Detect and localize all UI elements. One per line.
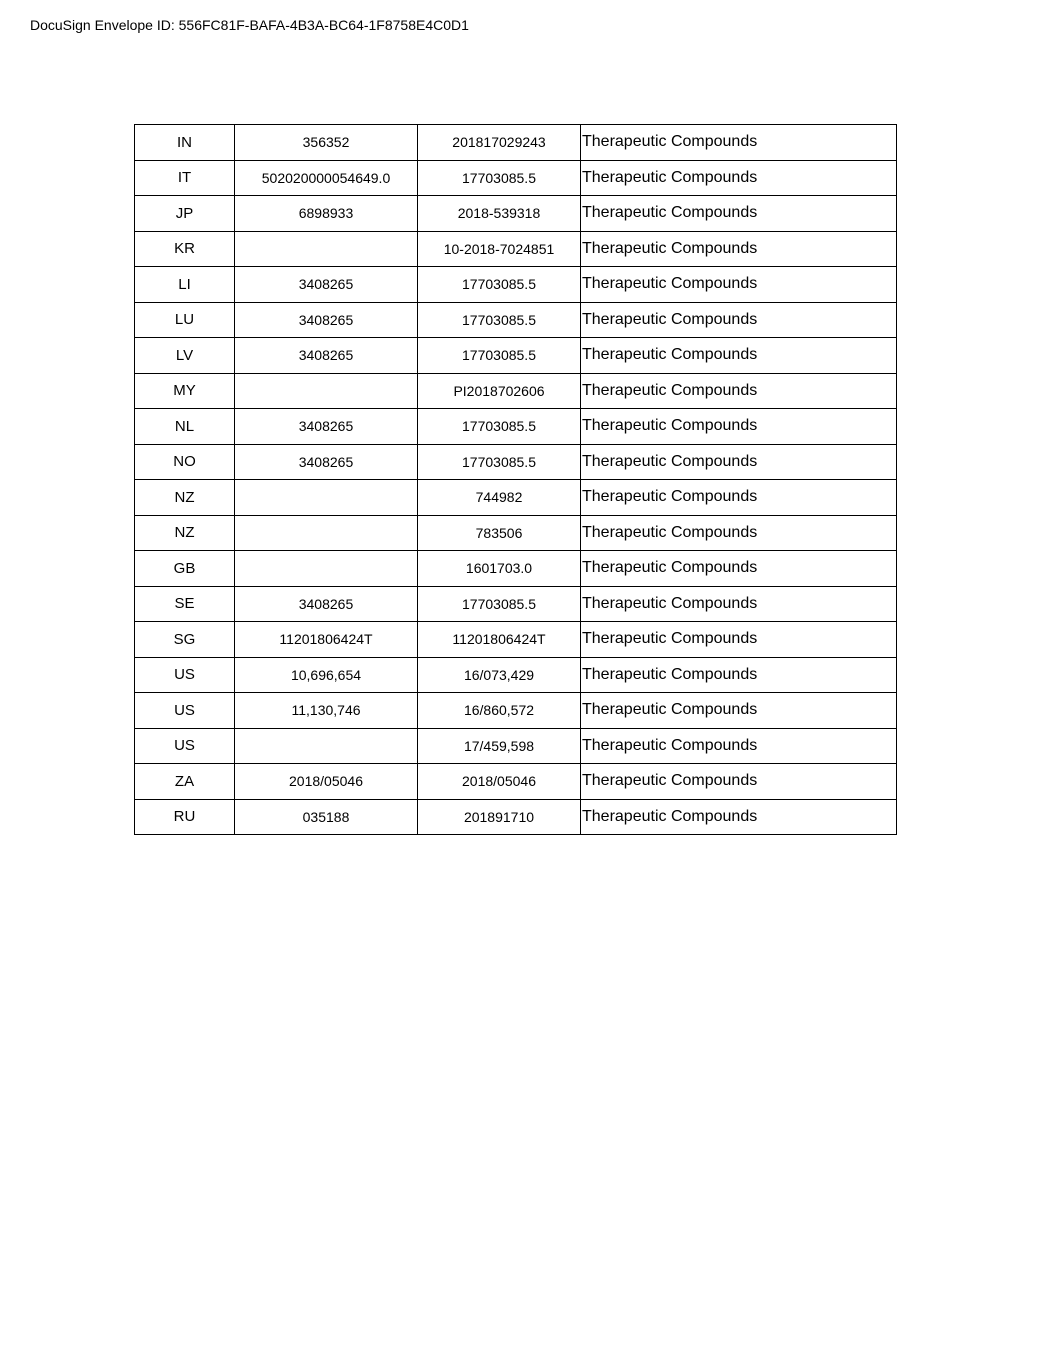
title-cell: Therapeutic Compounds xyxy=(581,586,897,622)
application-number-cell: 17/459,598 xyxy=(418,728,581,764)
patent-number-cell xyxy=(235,373,418,409)
application-number-cell: 10-2018-7024851 xyxy=(418,231,581,267)
table-row xyxy=(135,551,897,587)
title-cell: Therapeutic Compounds xyxy=(581,764,897,800)
table-row xyxy=(135,515,897,551)
title-cell: Therapeutic Compounds xyxy=(581,267,897,303)
patent-number-cell: 2018/05046 xyxy=(235,764,418,800)
patent-number-cell: 356352 xyxy=(235,125,418,161)
country-cell: RU xyxy=(135,799,235,835)
patent-number-cell: 11201806424T xyxy=(235,622,418,658)
country-cell: ZA xyxy=(135,764,235,800)
table-row xyxy=(135,338,897,374)
patent-number-cell: 3408265 xyxy=(235,586,418,622)
table-row xyxy=(135,728,897,764)
docusign-envelope-id: DocuSign Envelope ID: 556FC81F-BAFA-4B3A-BC64-1F8758E4C0D1 xyxy=(30,17,469,33)
title-cell: Therapeutic Compounds xyxy=(581,693,897,729)
country-cell: US xyxy=(135,693,235,729)
table-row xyxy=(135,196,897,232)
title-cell: Therapeutic Compounds xyxy=(581,515,897,551)
application-number-cell: 1601703.0 xyxy=(418,551,581,587)
table-row xyxy=(135,409,897,445)
patent-number-cell: 035188 xyxy=(235,799,418,835)
country-cell: SE xyxy=(135,586,235,622)
application-number-cell: PI2018702606 xyxy=(418,373,581,409)
country-cell: GB xyxy=(135,551,235,587)
patent-number-cell: 3408265 xyxy=(235,444,418,480)
title-cell: Therapeutic Compounds xyxy=(581,480,897,516)
country-cell: NZ xyxy=(135,480,235,516)
table-row xyxy=(135,799,897,835)
patent-table xyxy=(134,124,897,835)
country-cell: NO xyxy=(135,444,235,480)
country-cell: NL xyxy=(135,409,235,445)
table-row xyxy=(135,160,897,196)
application-number-cell: 17703085.5 xyxy=(418,409,581,445)
title-cell: Therapeutic Compounds xyxy=(581,373,897,409)
title-cell: Therapeutic Compounds xyxy=(581,125,897,161)
patent-number-cell: 3408265 xyxy=(235,409,418,445)
country-cell: SG xyxy=(135,622,235,658)
table-row xyxy=(135,444,897,480)
application-number-cell: 17703085.5 xyxy=(418,444,581,480)
country-cell: US xyxy=(135,728,235,764)
title-cell: Therapeutic Compounds xyxy=(581,728,897,764)
title-cell: Therapeutic Compounds xyxy=(581,444,897,480)
patent-number-cell: 11,130,746 xyxy=(235,693,418,729)
table-row xyxy=(135,622,897,658)
table-row xyxy=(135,693,897,729)
country-cell: NZ xyxy=(135,515,235,551)
patent-number-cell: 6898933 xyxy=(235,196,418,232)
title-cell: Therapeutic Compounds xyxy=(581,799,897,835)
country-cell: IT xyxy=(135,160,235,196)
country-cell: MY xyxy=(135,373,235,409)
table-row xyxy=(135,267,897,303)
title-cell: Therapeutic Compounds xyxy=(581,409,897,445)
table-row xyxy=(135,373,897,409)
country-cell: LI xyxy=(135,267,235,303)
table-row xyxy=(135,231,897,267)
patent-number-cell xyxy=(235,480,418,516)
application-number-cell: 17703085.5 xyxy=(418,586,581,622)
patent-number-cell: 10,696,654 xyxy=(235,657,418,693)
title-cell: Therapeutic Compounds xyxy=(581,551,897,587)
table-row xyxy=(135,302,897,338)
application-number-cell: 201891710 xyxy=(418,799,581,835)
patent-number-cell: 502020000054649.0 xyxy=(235,160,418,196)
application-number-cell: 17703085.5 xyxy=(418,160,581,196)
title-cell: Therapeutic Compounds xyxy=(581,622,897,658)
application-number-cell: 2018-539318 xyxy=(418,196,581,232)
patent-number-cell xyxy=(235,551,418,587)
patent-table-body xyxy=(135,125,897,835)
patent-number-cell: 3408265 xyxy=(235,267,418,303)
application-number-cell: 17703085.5 xyxy=(418,338,581,374)
application-number-cell: 16/860,572 xyxy=(418,693,581,729)
country-cell: IN xyxy=(135,125,235,161)
patent-number-cell: 3408265 xyxy=(235,338,418,374)
country-cell: US xyxy=(135,657,235,693)
country-cell: LU xyxy=(135,302,235,338)
title-cell: Therapeutic Compounds xyxy=(581,196,897,232)
application-number-cell: 11201806424T xyxy=(418,622,581,658)
country-cell: LV xyxy=(135,338,235,374)
application-number-cell: 201817029243 xyxy=(418,125,581,161)
title-cell: Therapeutic Compounds xyxy=(581,231,897,267)
table-row xyxy=(135,657,897,693)
table-row xyxy=(135,764,897,800)
application-number-cell: 17703085.5 xyxy=(418,267,581,303)
table-row xyxy=(135,586,897,622)
country-cell: JP xyxy=(135,196,235,232)
application-number-cell: 17703085.5 xyxy=(418,302,581,338)
patent-number-cell xyxy=(235,728,418,764)
country-cell: KR xyxy=(135,231,235,267)
patent-number-cell: 3408265 xyxy=(235,302,418,338)
application-number-cell: 783506 xyxy=(418,515,581,551)
application-number-cell: 16/073,429 xyxy=(418,657,581,693)
title-cell: Therapeutic Compounds xyxy=(581,302,897,338)
title-cell: Therapeutic Compounds xyxy=(581,657,897,693)
patent-number-cell xyxy=(235,515,418,551)
table-row xyxy=(135,480,897,516)
application-number-cell: 744982 xyxy=(418,480,581,516)
patent-number-cell xyxy=(235,231,418,267)
table-row xyxy=(135,125,897,161)
title-cell: Therapeutic Compounds xyxy=(581,338,897,374)
title-cell: Therapeutic Compounds xyxy=(581,160,897,196)
application-number-cell: 2018/05046 xyxy=(418,764,581,800)
